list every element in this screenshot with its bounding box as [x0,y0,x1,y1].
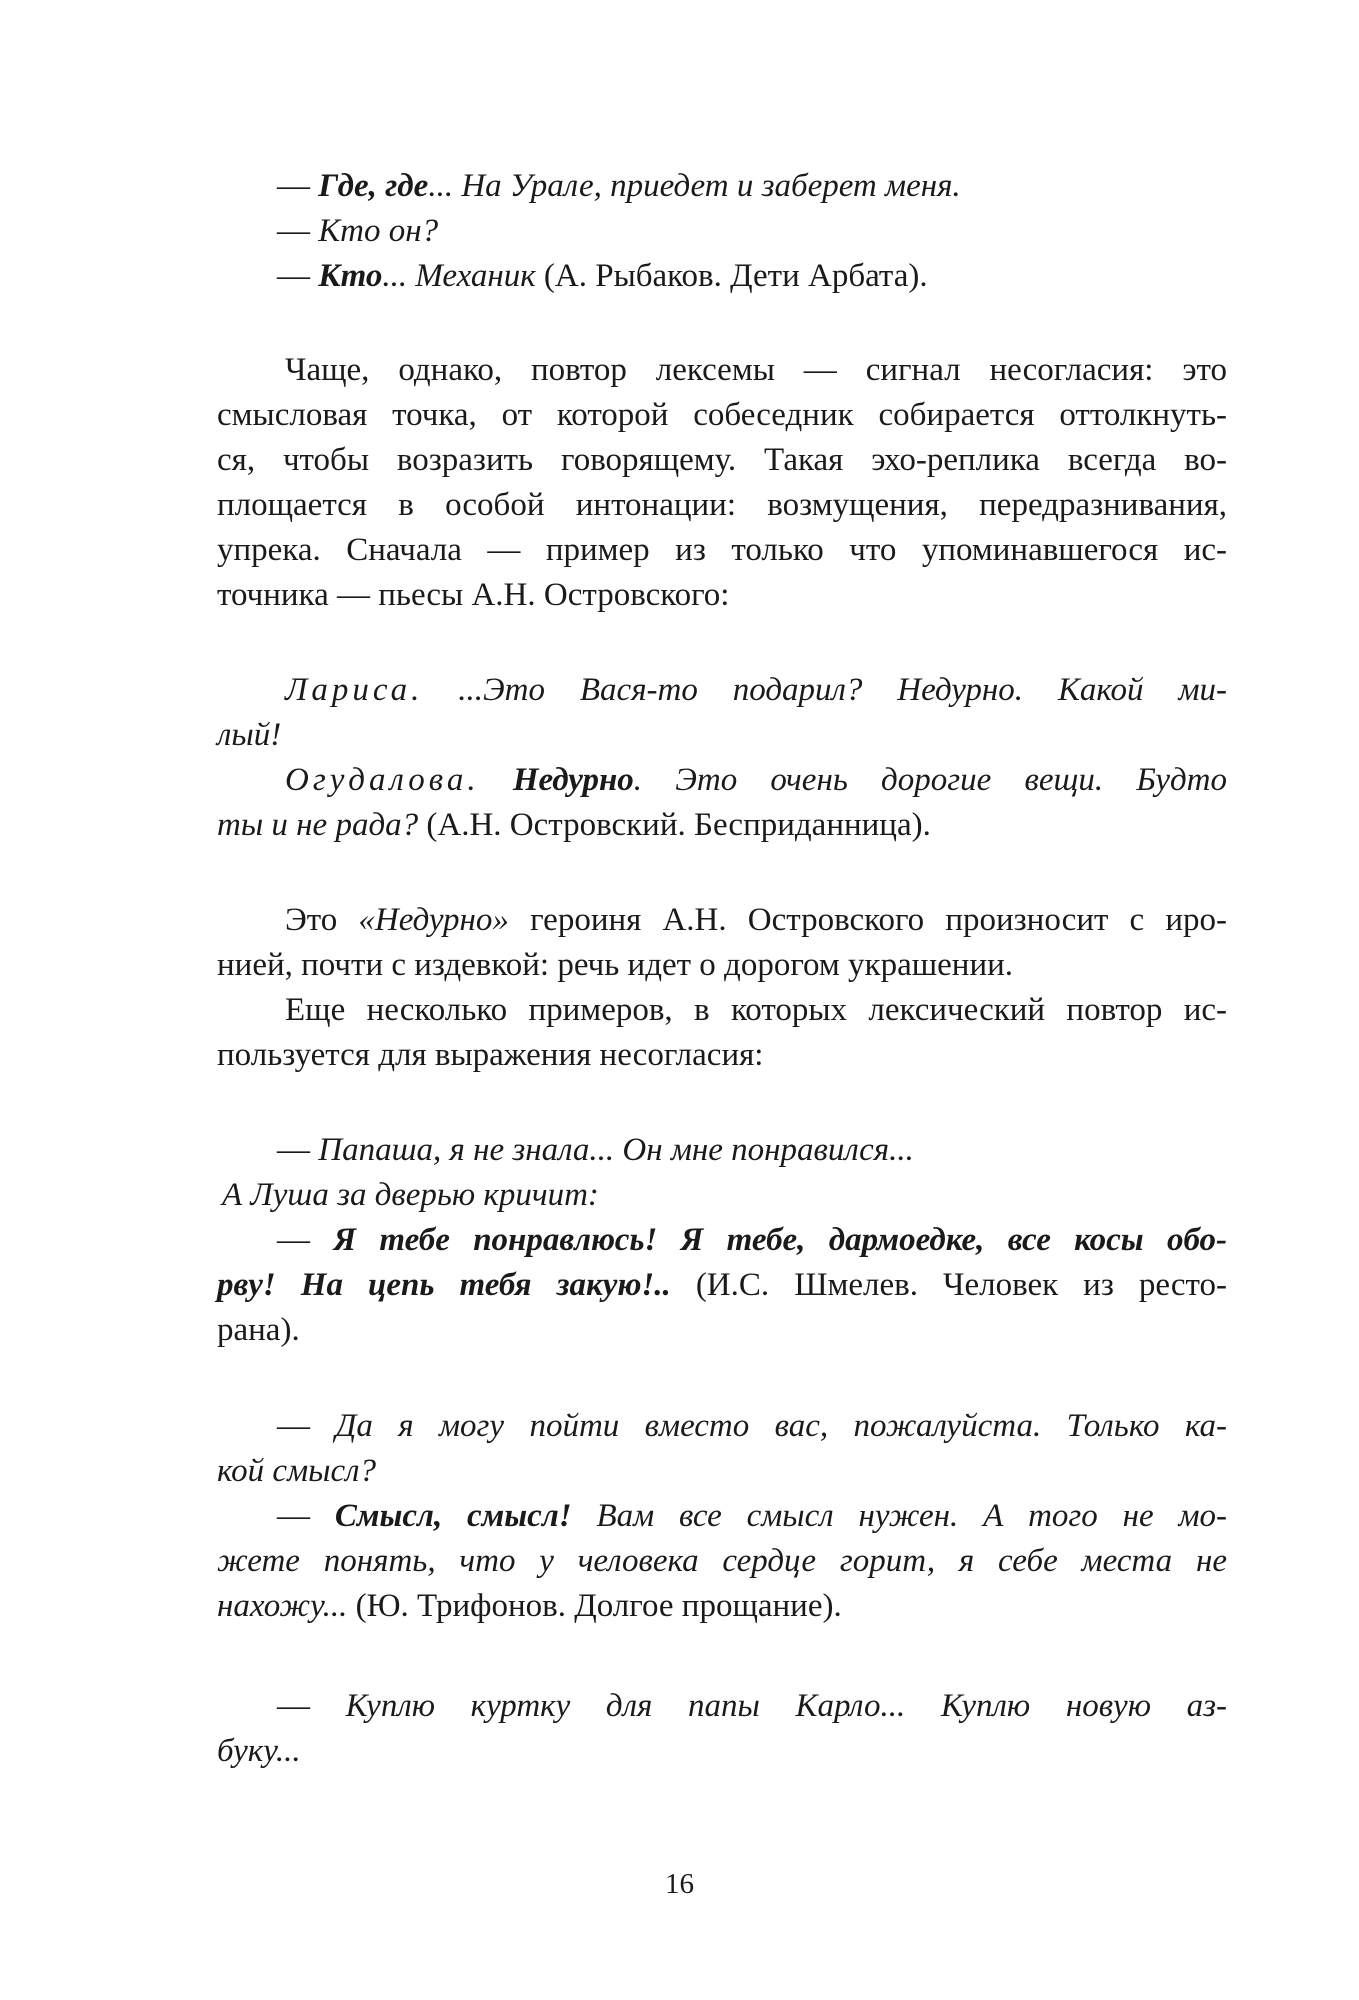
text-line: лый! [217,717,282,753]
text-line: нахожу... (Ю. Трифонов. Долгое прощание). [217,1588,842,1624]
dialogue-block-2 [217,1128,1227,1353]
text-line: площается в особой интонации: возмущения, передразнивания, [217,487,1227,523]
text-line: А Луша за дверью кричит: [222,1177,599,1213]
text-line: рву! На цепь тебя закую!.. (И.С. Шмелев. Человек из ресто- [217,1267,1228,1303]
text-line: — Кто... Механик (А. Рыбаков. Дети Арбата). [277,258,928,294]
text-line: — Папаша, я не знала... Он мне понравился... [277,1132,914,1168]
text-line: пользуется для выражения несогласия: [217,1037,764,1073]
text-line: рана). [217,1312,300,1348]
text-line: Еще несколько примеров, в которых лексический повтор ис- [285,992,1227,1028]
text-line: — Смысл, смысл! Вам все смысл нужен. А того не мо- [277,1498,1228,1534]
dialogue-block-4 [217,1684,1227,1774]
text-line: — Кто он? [277,213,439,249]
text-line: Лариса. ...Это Вася-то подарил? Недурно. Какой ми- [285,672,1227,708]
dialogue-block-1 [217,164,1227,299]
text-line: смысловая точка, от которой собеседник собирается оттолкнуть- [217,397,1227,433]
text-line: — Я тебе понравлюсь! Я тебе, дармоедке, все косы обо- [277,1222,1228,1258]
text-line: Чаще, однако, повтор лексемы — сигнал несогласия: это [285,352,1227,388]
dialogue-block-3 [217,1404,1227,1629]
text-line: нией, почти с издевкой: речь идет о дорогом украшении. [217,947,1014,983]
text-line: — Где, где... На Урале, приедет и заберет меня. [277,168,961,204]
page-number: 16 [665,1868,694,1900]
text-line: точника — пьесы А.Н. Островского: [217,577,730,613]
text-line: — Куплю куртку для папы Карло... Куплю новую аз- [277,1688,1227,1724]
paragraph-2 [217,898,1227,1078]
text-line: кой смысл? [217,1453,377,1489]
text-line: — Да я могу пойти вместо вас, пожалуйста. Только ка- [277,1408,1227,1444]
paragraph-1 [217,348,1227,618]
text-line: жете понять, что у человека сердце горит, я себе места не [217,1543,1227,1579]
text-line: ся, чтобы возразить говорящему. Такая эхо-реплика всегда во- [217,442,1227,478]
text-line: Огудалова. Недурно. Это очень дорогие вещи. Будто [285,762,1227,798]
text-line: упрека. Сначала — пример из только что упоминавшегося ис- [217,532,1227,568]
text-line: буку... [217,1733,301,1769]
drama-quote [217,668,1227,848]
text-line: Это «Недурно» героиня А.Н. Островского произносит с иро- [285,902,1227,938]
text-line: ты и не рада? (А.Н. Островский. Бесприданница). [217,807,931,843]
